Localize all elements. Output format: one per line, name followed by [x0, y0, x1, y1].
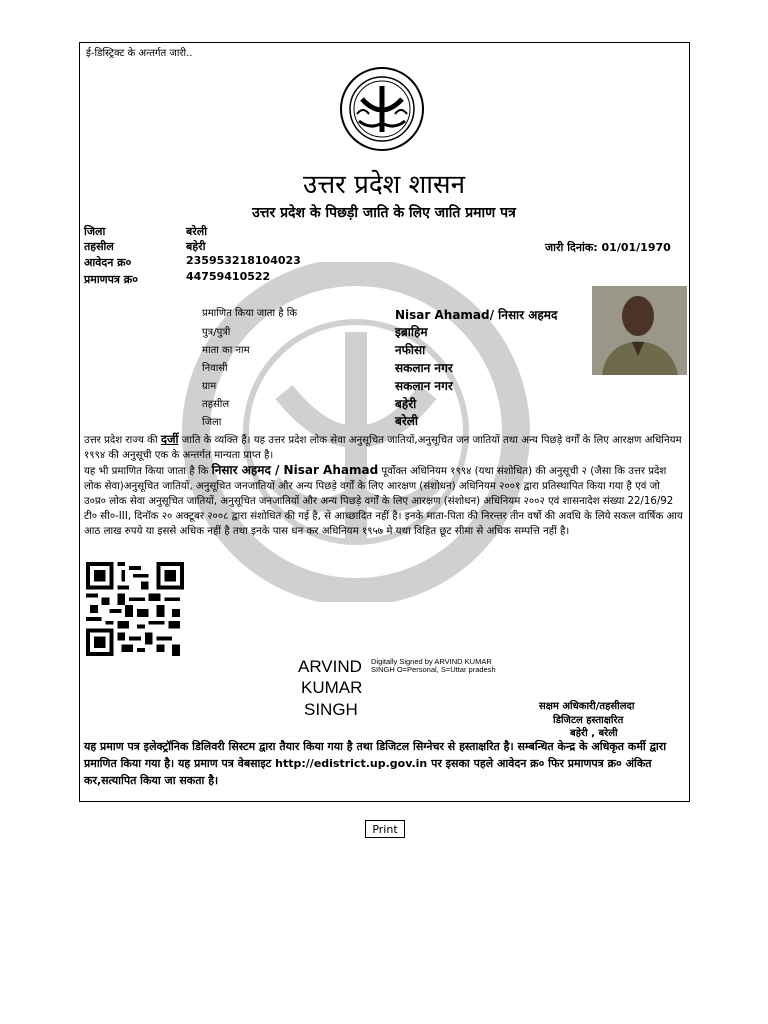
detail-value: बरेली [395, 414, 419, 428]
certificate-title: उत्तर प्रदेश के पिछड़ी जाति के लिए जाति प्रमाण पत्र [252, 205, 516, 221]
applicant-photo [592, 286, 687, 375]
detail-label: प्रमाणित किया जाता है कि [202, 308, 298, 319]
detail-value: इब्राहिम [395, 325, 428, 339]
applicant-name: निसार अहमद / Nisar Ahamad [211, 463, 379, 477]
detail-label: ग्राम [202, 381, 217, 392]
government-heading: उत्तर प्रदेश शासन [302, 170, 466, 200]
caste-name: दर्जी [160, 432, 179, 446]
up-government-emblem-icon [337, 66, 427, 152]
tehsil-label: तहसील [84, 240, 114, 253]
detail-label: पुत्र/पुत्री [202, 327, 231, 338]
detail-value: नफीसा [395, 343, 426, 357]
detail-value: Nisar Ahamad/ निसार अहमद [395, 308, 558, 322]
certification-paragraph: यह भी प्रमाणित किया जाता है कि निसार अहमद / Nisar Ahamad पूर्वोक्त अधिनियम १९९४ (यथा संशोधित) की अनुसूची २ (जैसा कि उत्तर प्रदेश लोक सेवा)अनुसूचित जातियों, अनुसूचित जनजातियों और अन्य पिछड़े वर्गों के लिए आरक्षण (संशोधन) अधिनियम २००१ द्वारा प्रतिस्थापित किया गया है एवं जो उ०प्र० लोक सेवा अनुसूचित जातियों, अनुसूचित जनजातियों और अन्य पिछड़े वर्गों के लिए आरक्षण (संशोधन) अधिनियम २००२ एवं शासनादेश संख्या 22/16/92 टी० सी०-III, दिनॉक २० अक्टूबर २००८ द्वारा संशोधित की गई है, से आच्छादित नहीं है। इनके माता-पिता की निरन्तर तीन वर्षो की अवधि के लिये सकल वार्षिक आय आठ लाख रुपये या इससे अधिक नहीं है तथा इनके पास धन कर अधिनियम १९५७ मे यथा विहित छूट सीमा से अधिक सम्पत्ति नहीं है। [84, 463, 683, 537]
detail-label: माता का नाम [202, 345, 250, 356]
caste-paragraph: उत्तर प्रदेश राज्य की दर्जी जाति के व्यक्ति हैं। यह उत्तर प्रदेश लोक सेवा अनुसूचित जातियों,अनुसूचित जन जातियों तथा अन्य पिछड़े वर्गों के लिए आरक्षण अधिनियम १९९४ की अनुसूची एक के अन्तर्गत मान्यता प्राप्त है। [84, 432, 682, 461]
certificate-no-value: 44759410522 [186, 270, 271, 283]
district-value: बरेली [186, 225, 208, 238]
authority-line1: सक्षम अधिकारी/तहसीलदा [539, 701, 635, 712]
issue-date: जारी दिनांक: 01/01/1970 [545, 241, 671, 254]
detail-label: निवासी [202, 363, 228, 374]
application-no-value: 235953218104023 [186, 254, 301, 267]
detail-value: सकलान नगर [395, 361, 453, 375]
signer-name-line1: ARVIND [298, 657, 362, 676]
detail-label: जिला [202, 417, 222, 428]
application-no-label: आवेदन क्र० [84, 256, 132, 269]
certificate-no-label: प्रमाणपत्र क्र० [84, 273, 138, 286]
detail-label: तहसील [202, 399, 230, 410]
qr-code-icon [86, 562, 184, 656]
issued-under-text: ई-डिस्ट्रिक्ट के अन्तर्गत जारी.. [86, 48, 193, 59]
digital-signature-line1: Digitally Signed by ARVIND KUMAR [371, 657, 492, 666]
print-button[interactable]: Print [365, 820, 405, 838]
detail-value: सकलान नगर [395, 379, 453, 393]
footer-note: यह प्रमाण पत्र इलेक्ट्रॉनिक डिलिवरी सिस्टम द्वारा तैयार किया गया है तथा डिजिटल सिग्नेचर से हस्ताक्षरित है। सम्बन्धित केन्द्र के अधिकृत कर्मी द्वारा प्रमाणित किया गया है। यह प्रमाण पत्र वेबसाइट http://edistrict.up.gov.in पर इसका पहले आवेदन क्र० फिर प्रमाणपत्र क्र० अंकित कर,सत्यापित किया जा सकता है। [84, 740, 667, 787]
authority-line2: डिजिटल हस्ताक्षरित [553, 715, 624, 726]
detail-value: बहेरी [395, 397, 417, 411]
district-label: जिला [84, 225, 106, 238]
tehsil-value: बहेरी [186, 240, 206, 253]
signer-name-line3: SINGH [304, 700, 358, 719]
digital-signature-line2: SINGH O=Personal, S=Uttar pradesh [371, 665, 496, 674]
signer-name-line2: KUMAR [301, 678, 363, 697]
authority-line3: बहेरी , बरेली [570, 728, 618, 739]
